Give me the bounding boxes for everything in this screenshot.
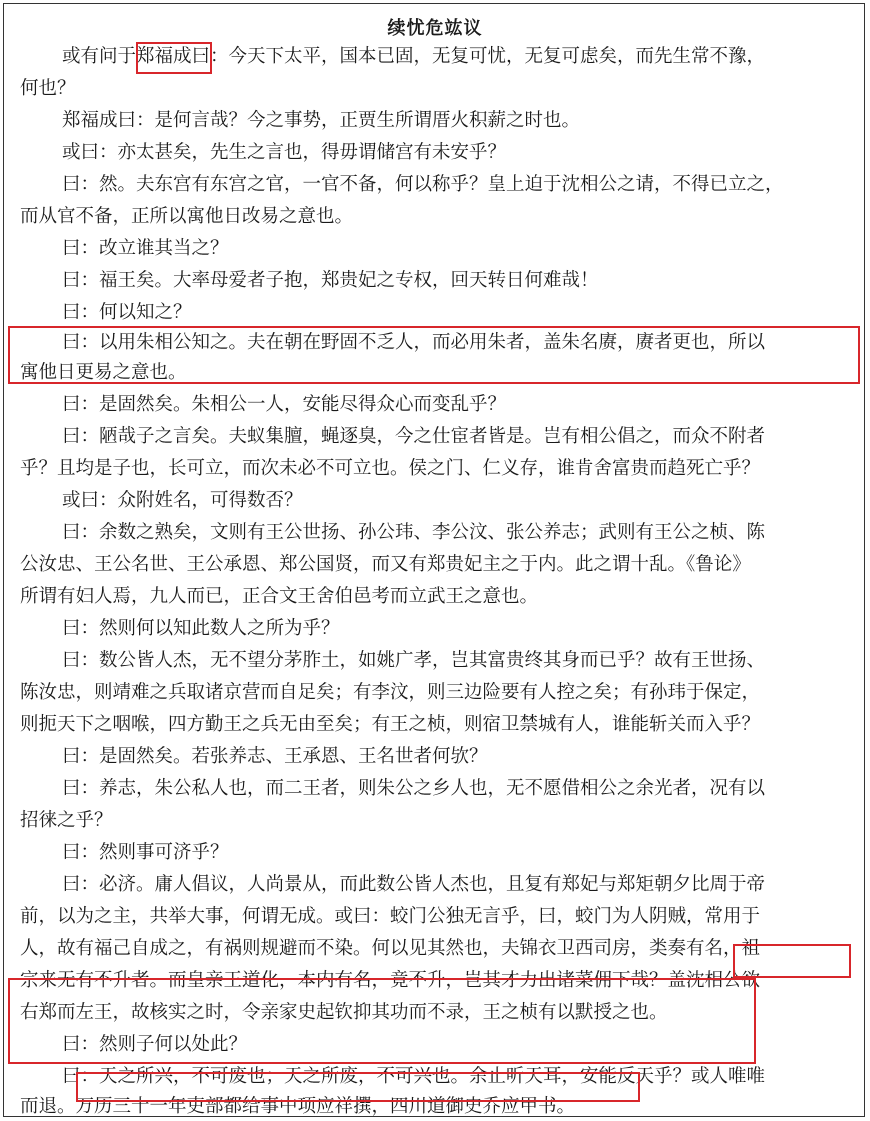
text-line: 曰：福王矣。大率母爱者子抱，郑贵妃之专权，回天转日何难哉！ — [62, 270, 599, 291]
document-title: 续忧危竑议 — [387, 18, 483, 39]
text-line: 乎？且均是子也，长可立，而次未必不可立也。侯之门、仁义存，谁肯舍富贵而趋死亡乎？ — [20, 458, 761, 479]
text-line: 或曰：亦太甚矣，先生之言也，得毋谓储宫有未安乎？ — [62, 142, 507, 163]
text-line: 而从官不备，正所以寓他日改易之意也。 — [20, 206, 354, 227]
text-line: 曰：是固然矣。若张养志、王承恩、王名世者何欤？ — [62, 746, 488, 767]
text-line: 寓他日更易之意也。 — [20, 362, 187, 383]
text-line: 曰：是固然矣。朱相公一人，安能尽得众心而变乱乎？ — [62, 394, 507, 415]
text-line: 公汝忠、王公名世、王公承恩、郑公国贤，而又有郑贵妃主之于内。此之谓十乱。《鲁论》 — [20, 554, 751, 575]
text-line: 何也？ — [20, 78, 76, 99]
text-line: 人，故有福己自成之，有祸则规避而不染。何以见其然也，夫锦衣卫西司房，类奏有名，祖 — [20, 938, 761, 959]
text-line: 而退。万历三十一年吏部都给事中项应祥撰，四川道御史乔应甲书。 — [20, 1096, 576, 1117]
text-line: 或曰：众附姓名，可得数否？ — [62, 490, 303, 511]
text-line: 郑福成曰：是何言哉？今之事势，正贾生所谓厝火积薪之时也。 — [62, 110, 581, 131]
text-line: 曰：然。夫东宫有东宫之官，一官不备，何以称乎？皇上迫于沈相公之请，不得已立之， — [62, 174, 784, 195]
text-line: 右郑而左王，故核实之时，令亲家史起钦抑其功而不录，王之桢有以默授之也。 — [20, 1002, 668, 1023]
text-line: 宗来无有不升者。而皇亲王道化，本内有名，竟不升，岂其才力出诸菜佣下哉？盖沈相公欲 — [20, 970, 761, 991]
text-line: 曰：必济。庸人倡议，人尚景从，而此数公皆人杰也，且复有郑妃与郑矩朝夕比周于帝 — [62, 874, 766, 895]
text-line: 则扼天下之咽喉，四方勤王之兵无由至矣；有王之桢，则宿卫禁城有人，谁能斩关而入乎？ — [20, 714, 761, 735]
text-line: 或有问于郑福成曰：今天下太平，国本已固，无复可忧，无复可虑矣，而先生常不豫， — [62, 46, 766, 67]
text-line: 曰：余数之熟矣，文则有王公世扬、孙公玮、李公汶、张公养志；武则有王公之桢、陈 — [62, 522, 766, 543]
text-line: 曰：数公皆人杰，无不望分茅胙土，如姚广孝，岂其富贵终其身而已乎？故有王世扬、 — [62, 650, 766, 671]
text-line: 曰：然则何以知此数人之所为乎？ — [62, 618, 340, 639]
text-line: 曰：改立谁其当之？ — [62, 238, 229, 259]
text-line: 招徕之乎？ — [20, 810, 113, 831]
text-line: 曰：天之所兴，不可废也；天之所废，不可兴也。余止听天耳，安能反天乎？或人唯唯 — [62, 1066, 766, 1087]
text-line: 曰：养志，朱公私人也，而二王者，则朱公之乡人也，无不愿借相公之余光者，况有以 — [62, 778, 766, 799]
text-line: 曰：然则事可济乎？ — [62, 842, 229, 863]
text-line: 曰：何以知之？ — [62, 302, 192, 323]
text-line: 陈汝忠，则靖难之兵取诸京营而自足矣；有李汶，则三边险要有人控之矣；有孙玮于保定， — [20, 682, 761, 703]
text-line: 所谓有妇人焉，九人而已，正合文王舍伯邑考而立武王之意也。 — [20, 586, 539, 607]
text-line: 前，以为之主，共举大事，何谓无成。或曰：蛟门公独无言乎，曰，蛟门为人阴贼，常用于 — [20, 906, 761, 927]
text-line: 曰：然则子何以处此？ — [62, 1034, 248, 1055]
text-line: 曰：以用朱相公知之。夫在朝在野固不乏人，而必用朱者，盖朱名赓，赓者更也，所以 — [62, 332, 766, 353]
text-line: 曰：陋哉子之言矣。夫蚁集膻，蝇逐臭，今之仕宦者皆是。岂有相公倡之，而众不附者 — [62, 426, 766, 447]
